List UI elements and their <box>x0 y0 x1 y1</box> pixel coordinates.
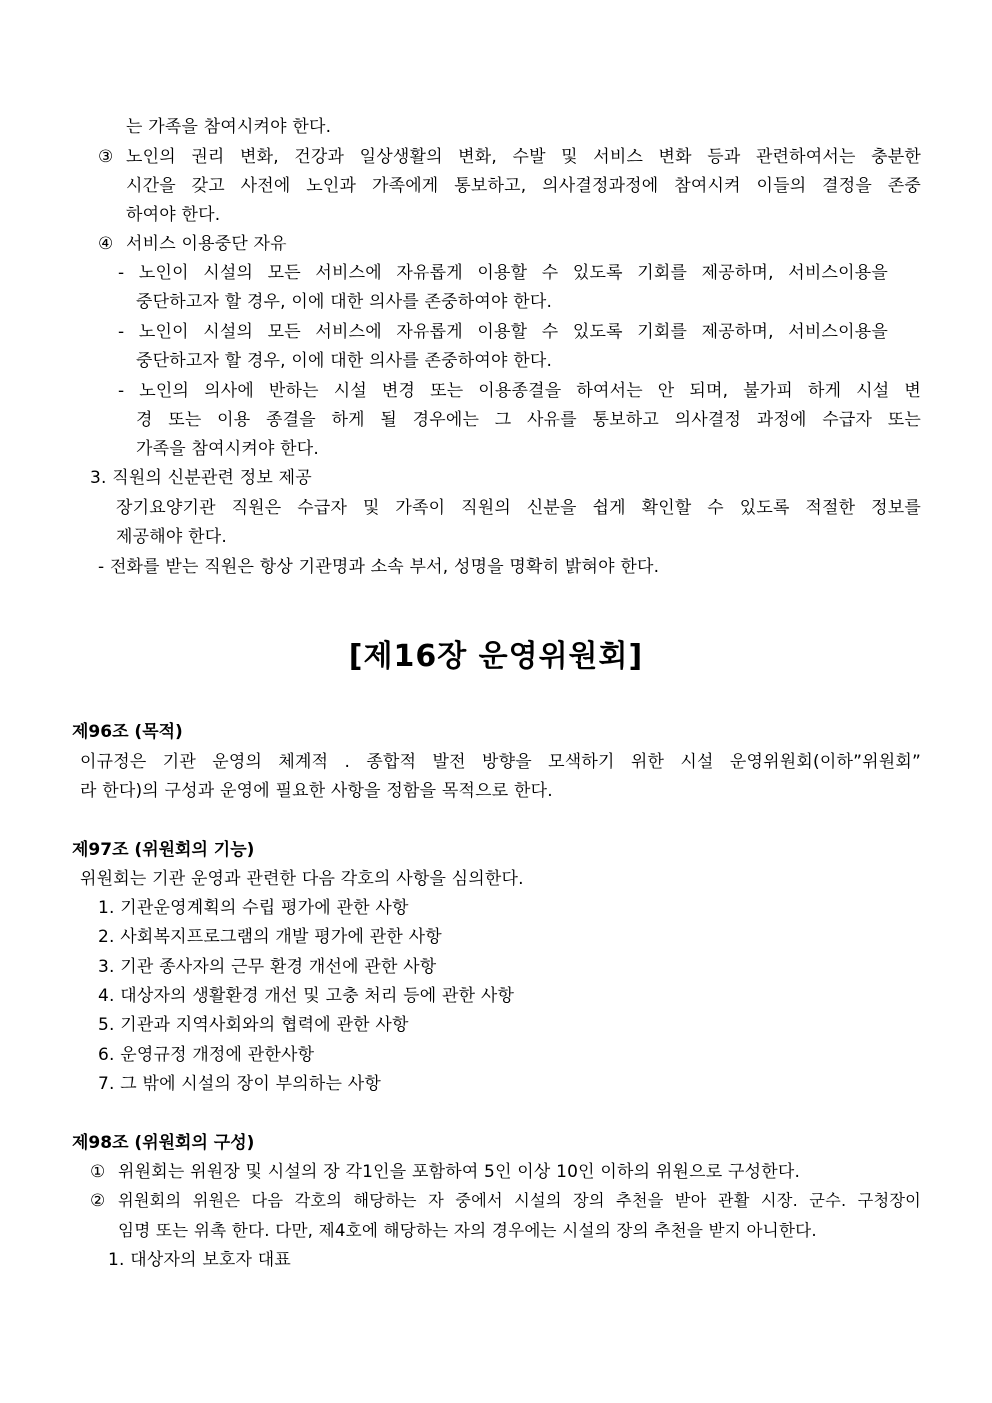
bullet-1-line-2: 중단하고자 할 경우, 이에 대한 의사를 존중하여야 한다. <box>136 292 553 312</box>
article-97-intro: 위원회는 기관 운영과 관련한 다음 각호의 사항을 심의한다. <box>80 869 524 889</box>
section-3-title: 3. 직원의 신분관련 정보 제공 <box>90 468 312 488</box>
chapter-title: [제16장 운영위원회] <box>348 639 644 674</box>
article-97-item: 2. 사회복지프로그램의 개발 평가에 관한 사항 <box>98 927 442 947</box>
article-98-clause-2-line-1: 위원회의 위원은 다음 각호의 해당하는 자 중에서 시설의 장의 추천을 받아 관활 시장. 군수. 구청장이 <box>118 1191 921 1210</box>
bullet-3-line-3: 가족을 참여시켜야 한다. <box>136 439 320 459</box>
article-96-line-2: 라 한다)의 구성과 운영에 필요한 사항을 정함을 목적으로 한다. <box>80 781 553 801</box>
clause-4-mark: ④ <box>98 234 114 254</box>
article-98-clause-1-mark: ① <box>90 1162 106 1182</box>
bullet-3-line-1: - 노인의 의사에 반하는 시설 변경 또는 이용종결을 하여서는 안 되며, 불가피 하게 시설 변 <box>118 381 921 401</box>
bullet-2-line-1: - 노인이 시설의 모든 서비스에 자유롭게 이용할 수 있도록 기회를 제공하며, 서비스이용을 <box>118 322 888 342</box>
clause-3-line-1: 노인의 권리 변화, 건강과 일상생활의 변화, 수발 및 서비스 변화 등과 관련하여서는 충분한 <box>126 147 921 167</box>
article-98-heading: 제98조 (위원회의 구성) <box>72 1133 255 1153</box>
article-97-item: 1. 기관운영계획의 수립 평가에 관한 사항 <box>98 898 409 918</box>
clause-3-line-2: 시간을 갖고 사전에 노인과 가족에게 통보하고, 의사결정과정에 참여시켜 이들의 결정을 존중 <box>126 176 921 196</box>
article-97-item: 4. 대상자의 생활환경 개선 및 고충 처리 등에 관한 사항 <box>98 986 515 1006</box>
section-3-line-1: 장기요양기관 직원은 수급자 및 가족이 직원의 신분을 쉽게 확인할 수 있도록 적절한 정보를 <box>116 498 921 518</box>
article-96-heading: 제96조 (목적) <box>72 722 183 742</box>
bullet-1-line-1: - 노인이 시설의 모든 서비스에 자유롭게 이용할 수 있도록 기회를 제공하며, 서비스이용을 <box>118 263 888 283</box>
article-98-item-1: 1. 대상자의 보호자 대표 <box>108 1250 292 1270</box>
article-97-item: 5. 기관과 지역사회와의 협력에 관한 사항 <box>98 1015 409 1035</box>
clause-2-continuation: 는 가족을 참여시켜야 한다. <box>126 117 332 137</box>
article-98-clause-2-mark: ② <box>90 1191 106 1211</box>
section-3-line-2: 제공해야 한다. <box>116 527 227 547</box>
article-98-clause-2-line-2: 임명 또는 위촉 한다. 다만, 제4호에 해당하는 자의 경우에는 시설의 장의 추천을 받지 아니한다. <box>118 1221 817 1240</box>
article-97-item: 7. 그 밖에 시설의 장이 부의하는 사항 <box>98 1074 381 1094</box>
clause-3-mark: ③ <box>98 147 114 167</box>
article-97-item: 3. 기관 종사자의 근무 환경 개선에 관한 사항 <box>98 957 437 977</box>
article-97-heading: 제97조 (위원회의 기능) <box>72 840 255 860</box>
clause-3-line-3: 하여야 한다. <box>126 205 221 225</box>
article-97-item: 6. 운영규정 개정에 관한사항 <box>98 1045 315 1065</box>
bullet-2-line-2: 중단하고자 할 경우, 이에 대한 의사를 존중하여야 한다. <box>136 351 553 371</box>
clause-4-title: 서비스 이용중단 자유 <box>126 234 287 254</box>
article-96-line-1: 이규정은 기관 운영의 체계적 . 종합적 발전 방향을 모색하기 위한 시설 운영위원회(이하”위원회” <box>80 752 921 772</box>
section-3-bullet: - 전화를 받는 직원은 항상 기관명과 소속 부서, 성명을 명확히 밝혀야 한다. <box>98 557 660 577</box>
article-98-clause-1: 위원회는 위원장 및 시설의 장 각1인을 포함하여 5인 이상 10인 이하의 위원으로 구성한다. <box>118 1162 801 1182</box>
bullet-3-line-2: 경 또는 이용 종결을 하게 될 경우에는 그 사유를 통보하고 의사결정 과정에 수급자 또는 <box>136 410 921 430</box>
